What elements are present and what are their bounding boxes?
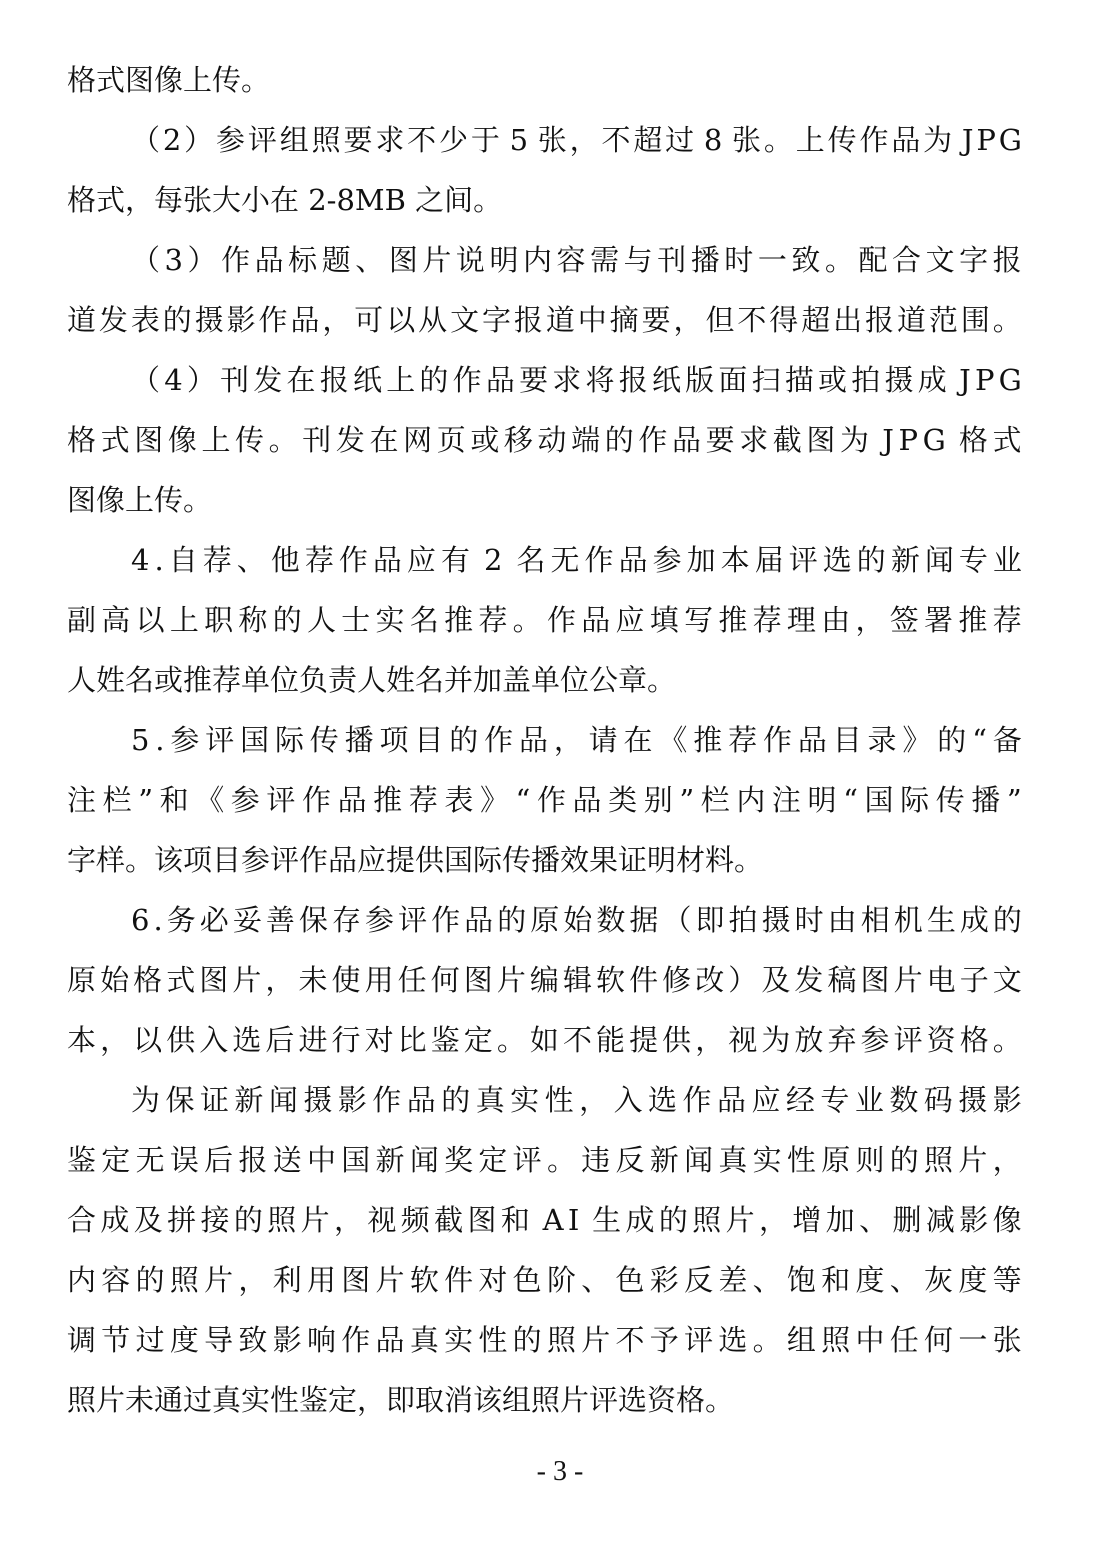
text-line: 图像上传。 bbox=[67, 483, 213, 517]
text-line: 5 . 参 评 国 际 传 播 项 目 的 作 品 ， 请 在 《 推 荐 作 品 目 录 》 的 “ 备 bbox=[131, 723, 1022, 757]
text-line: （ 2 ） 参 评 组 照 要 求 不 少 于 5 张 ， 不 超 过 8 张 。 上 传 作 品 为 J P G bbox=[131, 123, 1022, 157]
text-line: 内 容 的 照 片 ， 利 用 图 片 软 件 对 色 阶 、 色 彩 反 差 、 饱 和 度 、 灰 度 等 bbox=[67, 1263, 1022, 1297]
text-line: 人姓名或推荐单位负责人姓名并加盖单位公章。 bbox=[67, 663, 677, 697]
text-line: 4 . 自 荐 、 他 荐 作 品 应 有 2 名 无 作 品 参 加 本 届 评 选 的 新 闻 专 业 bbox=[131, 543, 1022, 577]
text-line: 字样。该项目参评作品应提供国际传播效果证明材料。 bbox=[67, 843, 764, 877]
text-line: 鉴 定 无 误 后 报 送 中 国 新 闻 奖 定 评 。 违 反 新 闻 真 实 性 原 则 的 照 片 ， bbox=[67, 1143, 1022, 1177]
page-number: - 3 - bbox=[536, 1456, 584, 1487]
text-line: 原 始 格 式 图 片 ， 未 使 用 任 何 图 片 编 辑 软 件 修 改 ） 及 发 稿 图 片 电 子 文 bbox=[67, 963, 1022, 997]
text-line: 本 ， 以 供 入 选 后 进 行 对 比 鉴 定 。 如 不 能 提 供 ， 视 为 放 弃 参 评 资 格 。 bbox=[67, 1023, 1022, 1057]
text-line: 为 保 证 新 闻 摄 影 作 品 的 真 实 性 ， 入 选 作 品 应 经 专 业 数 码 摄 影 bbox=[131, 1083, 1022, 1117]
text-line: 格式图像上传。 bbox=[67, 63, 271, 97]
text-line: （ 4 ） 刊 发 在 报 纸 上 的 作 品 要 求 将 报 纸 版 面 扫 描 或 拍 摄 成 J P G bbox=[131, 363, 1022, 397]
text-line: 调 节 过 度 导 致 影 响 作 品 真 实 性 的 照 片 不 予 评 选 。 组 照 中 任 何 一 张 bbox=[67, 1323, 1022, 1357]
text-line: 合 成 及 拼 接 的 照 片 ， 视 频 截 图 和 A I 生 成 的 照 片 ， 增 加 、 删 减 影 像 bbox=[67, 1203, 1022, 1237]
text-line: 道 发 表 的 摄 影 作 品 ， 可 以 从 文 字 报 道 中 摘 要 ， 但 不 得 超 出 报 道 范 围 。 bbox=[67, 303, 1022, 337]
text-line: 格式，每张大小在 2-8MB 之间。 bbox=[67, 183, 503, 217]
text-line: 照片未通过真实性鉴定，即取消该组照片评选资格。 bbox=[67, 1383, 735, 1417]
text-line: 6 . 务 必 妥 善 保 存 参 评 作 品 的 原 始 数 据 （ 即 拍 摄 时 由 相 机 生 成 的 bbox=[131, 903, 1022, 937]
text-line: 注 栏 ” 和 《 参 评 作 品 推 荐 表 》 “ 作 品 类 别 ” 栏 内 注 明 “ 国 际 传 播 ” bbox=[67, 783, 1022, 817]
text-line: （ 3 ） 作 品 标 题 、 图 片 说 明 内 容 需 与 刊 播 时 一 致 。 配 合 文 字 报 bbox=[131, 243, 1022, 277]
text-line: 格 式 图 像 上 传 。 刊 发 在 网 页 或 移 动 端 的 作 品 要 求 截 图 为 J P G 格 式 bbox=[67, 423, 1022, 457]
text-line: 副 高 以 上 职 称 的 人 士 实 名 推 荐 。 作 品 应 填 写 推 荐 理 由 ， 签 署 推 荐 bbox=[67, 603, 1022, 637]
